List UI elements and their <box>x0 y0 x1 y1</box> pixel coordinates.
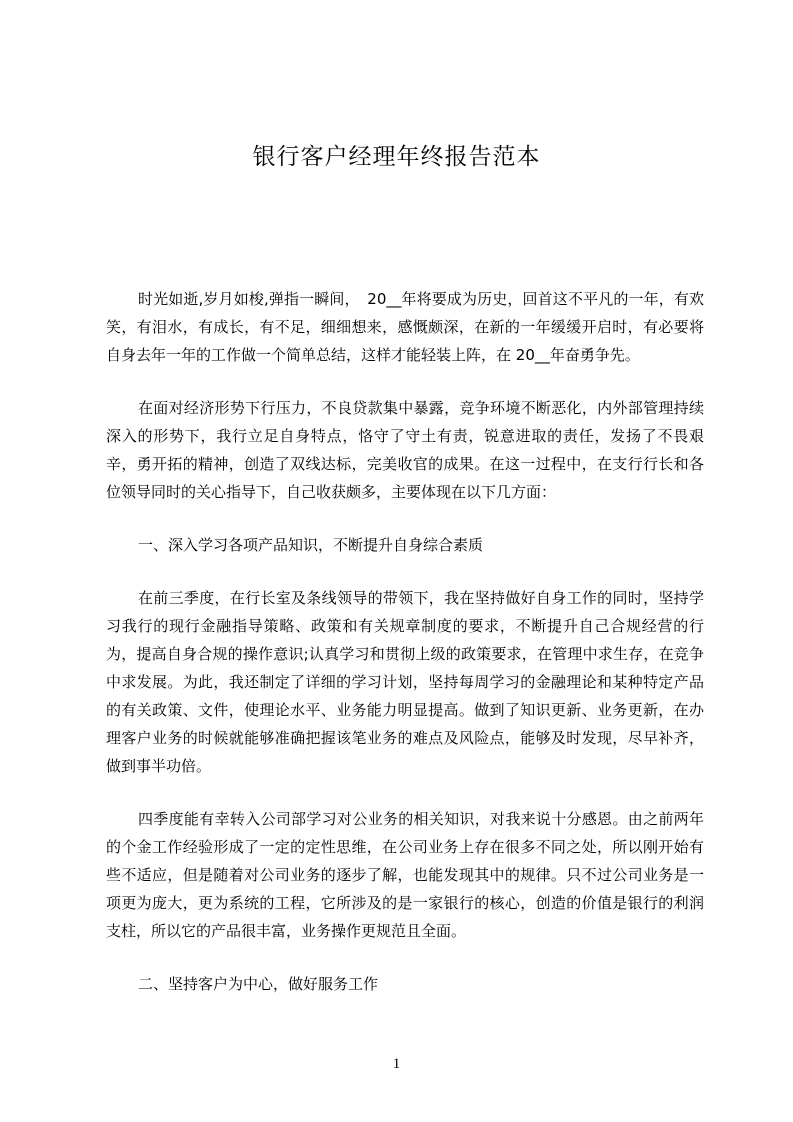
section-heading-2: 二、坚持客户为中心，做好服务工作 <box>138 975 379 993</box>
paragraph-intro: 时光如逝,岁月如梭,弹指一瞬间， 20__年将要成为历史，回首这不平凡的一年，有欢笑，有泪水，有成长，有不足，细细想来，感慨颇深，在新的一年缓缓开启时，有必要将自身去年一年的工作做一个简单总结，这样才能轻装上阵，在 20__年奋勇争先。 <box>106 290 704 364</box>
page-number: 1 <box>392 1056 401 1072</box>
paragraph-corporate: 四季度能有幸转入公司部学习对公业务的相关知识，对我来说十分感恩。由之前两年的个金工作经验形成了一定的定性思维，在公司业务上存在很多不同之处，所以刚开始有些不适应，但是随着对公司业务的逐步了解，也能发现其中的规律。只不过公司业务是一项更为庞大，更为系统的工程，它所涉及的是一家银行的核心，创造的价值是银行的利润支柱，所以它的产品很丰富，业务操作更规范且全面。 <box>106 810 704 940</box>
section-heading-1: 一、深入学习各项产品知识，不断提升自身综合素质 <box>138 536 484 554</box>
paragraph-overview: 在面对经济形势下行压力，不良贷款集中暴露，竞争环境不断恶化，内外部管理持续深入的形势下，我行立足自身特点，恪守了守土有责，锐意进取的责任，发扬了不畏艰辛，勇开拓的精神，创造了双线达标，完美收官的成果。在这一过程中，在支行行长和各位领导同时的关心指导下，自己收获颇多，主要体现在以下几方面： <box>106 399 704 501</box>
document-title: 银行客户经理年终报告范本 <box>252 144 541 170</box>
document-body <box>106 285 704 1023</box>
paragraph-study: 在前三季度，在行长室及条线领导的带领下，我在坚持做好自身工作的同时，坚持学习我行的现行金融指导策略、政策和有关规章制度的要求，不断提升自己合规经营的行为，提高自身合规的操作意识;认真学习和贯彻上级的政策要求，在管理中求生存，在竞争中求发展。为此，我还制定了详细的学习计划，坚持每周学习的金融理论和某种特定产品的有关政策、文件，使理论水平、业务能力明显提高。做到了知识更新、业务更新，在办理客户业务的时候就能够准确把握该笔业务的难点及风险点，能够及时发现，尽早补齐，做到事半功倍。 <box>106 589 704 775</box>
